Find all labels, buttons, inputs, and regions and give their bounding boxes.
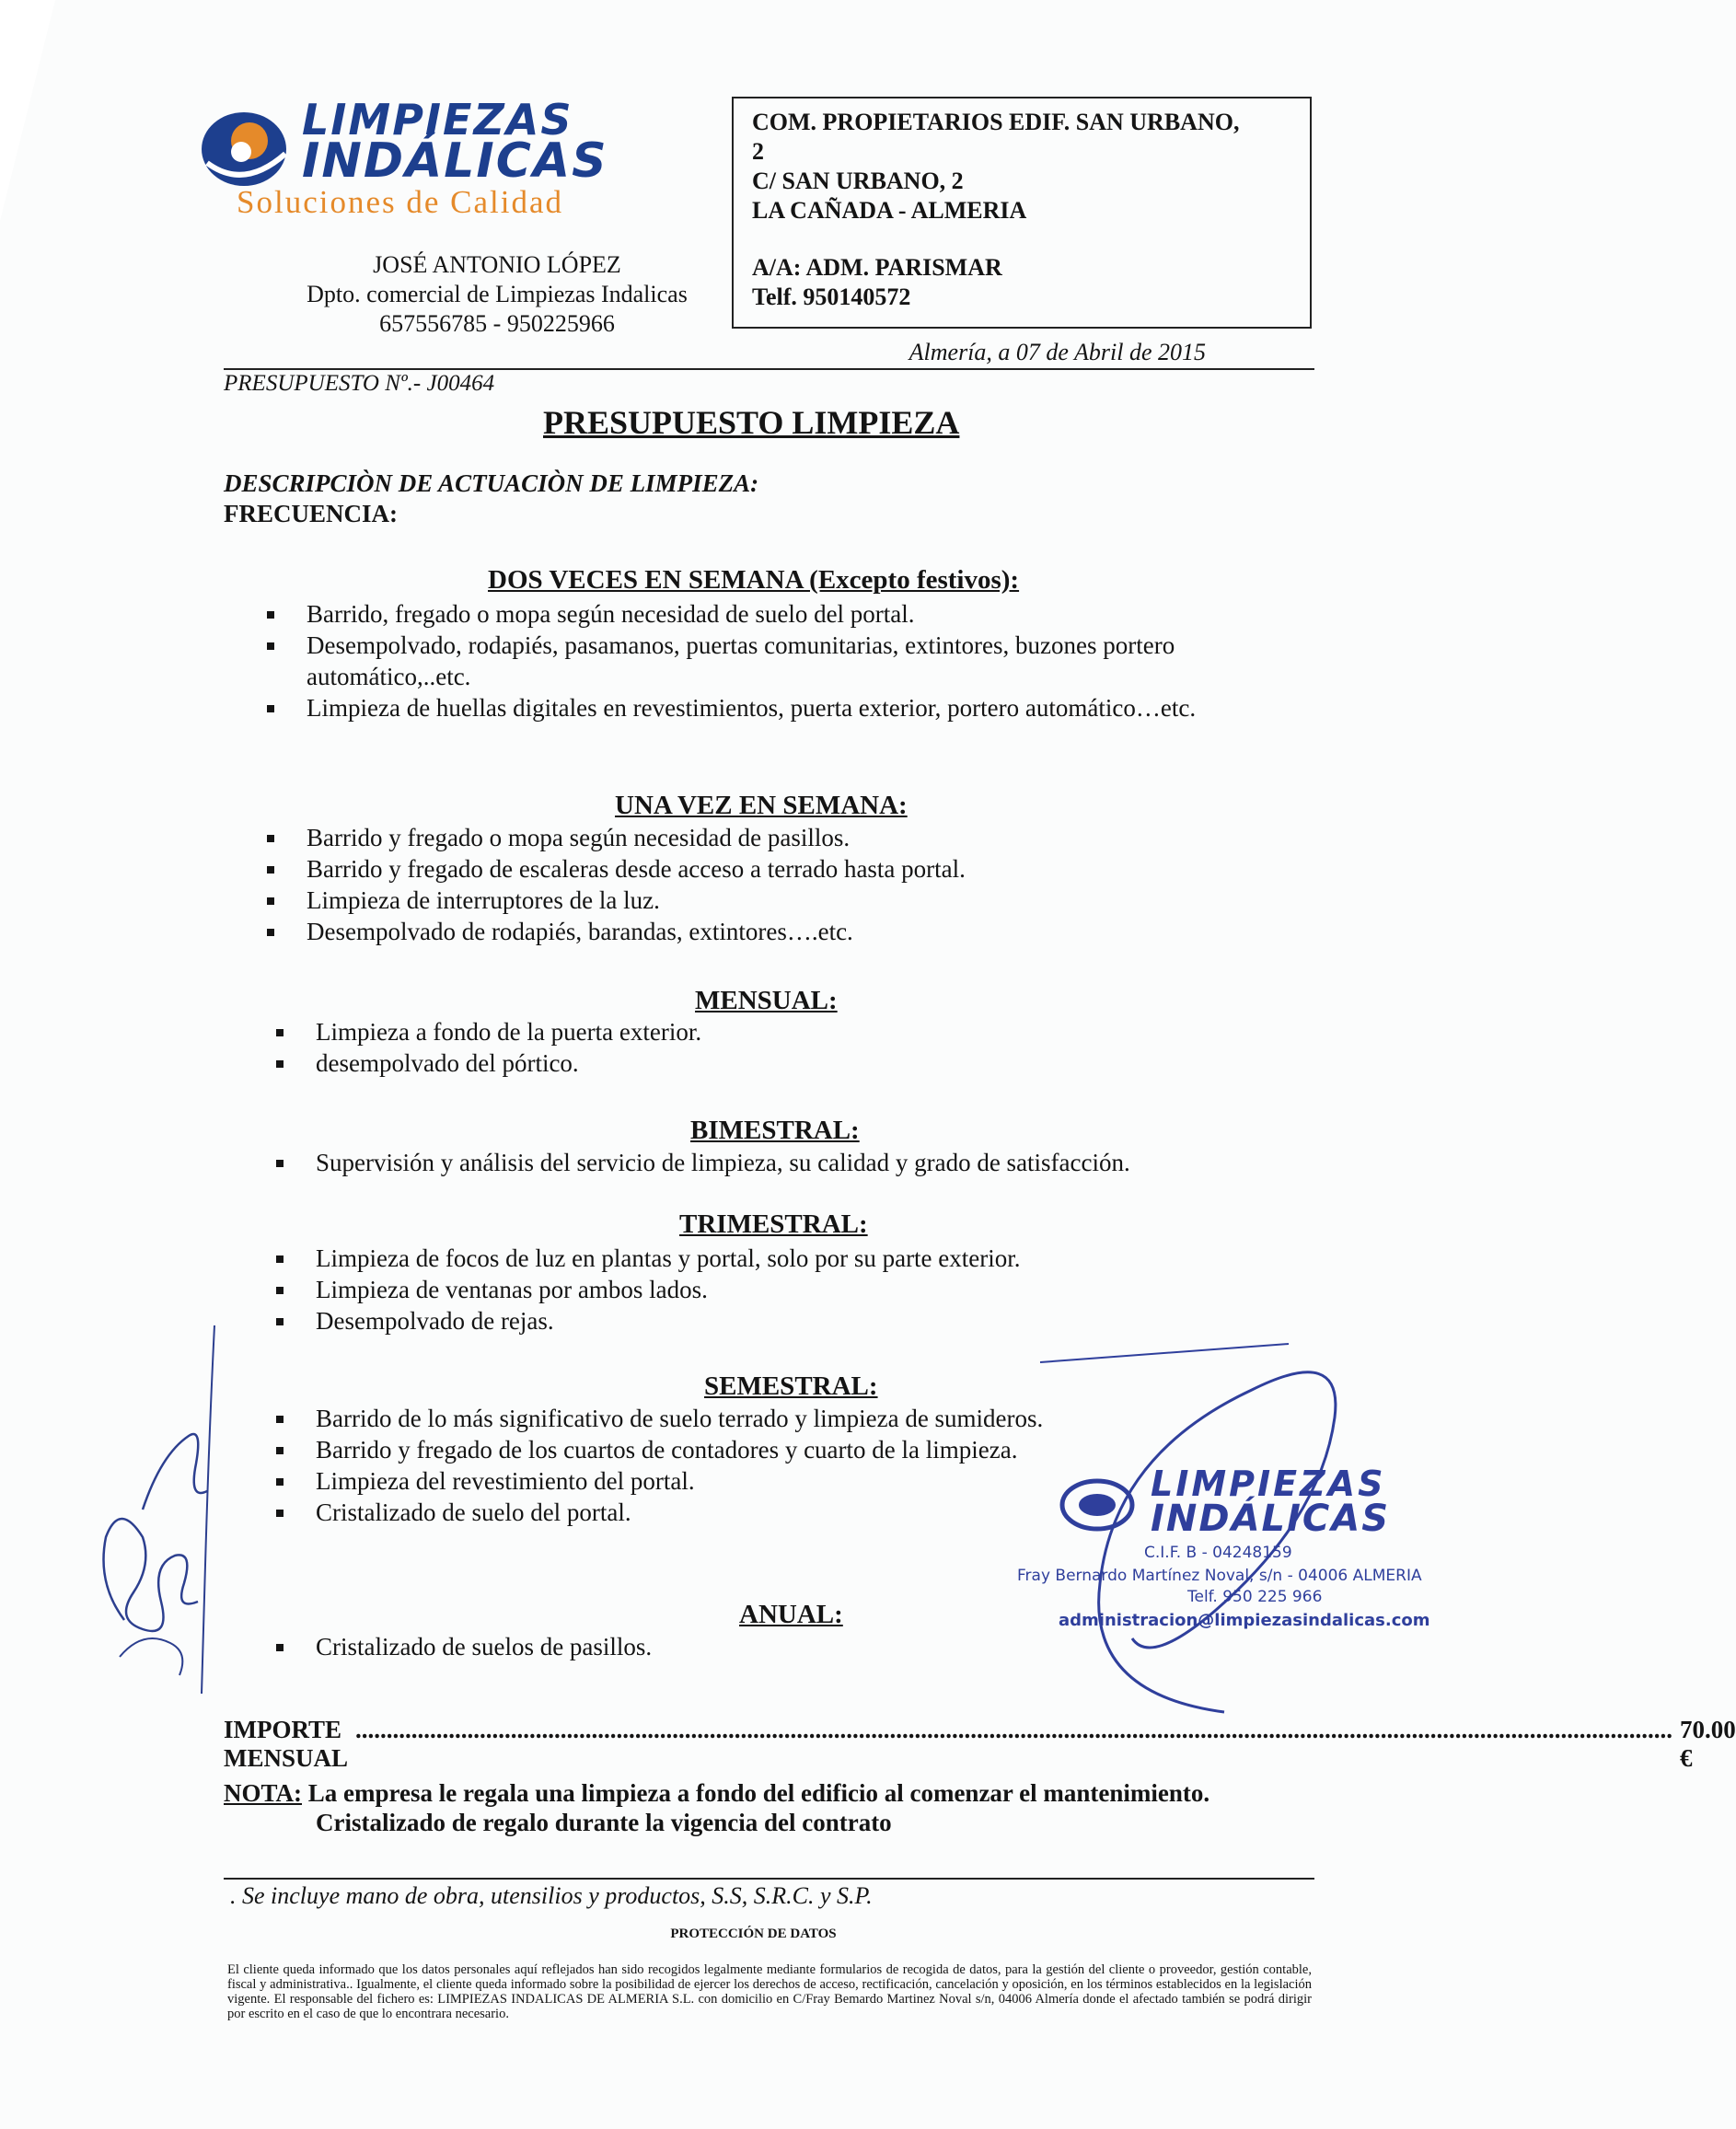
list-item: Limpieza de focos de luz en plantas y portal, solo por su parte exterior. (274, 1243, 1287, 1274)
stamp-logo-line2: INDÁLICAS (1151, 1498, 1391, 1540)
description-label: DESCRIPCIÒN DE ACTUACIÒN DE LIMPIEZA: (224, 469, 759, 497)
frequency-label: FRECUENCIA: (224, 500, 398, 527)
list-item: Limpieza de huellas digitales en revestimientos, puerta exterior, portero automático…etc. (265, 692, 1314, 723)
list-item: Cristalizado de suelos de pasillos. (274, 1631, 1195, 1662)
data-protection-title: PROTECCIÓN DE DATOS (670, 1927, 837, 1941)
dot-leader: .................................................................................................................................................................................................................... (355, 1716, 1673, 1743)
recipient-attention: A/A: ADM. PARISMAR (752, 254, 1002, 281)
document-date: Almería, a 07 de Abril de 2015 (909, 339, 1206, 365)
recipient-line: LA CAÑADA - ALMERIA (752, 197, 1027, 224)
section-heading-twice-weekly: DOS VECES EN SEMANA (Excepto festivos): (488, 565, 1020, 595)
sender-name: JOSÉ ANTONIO LÓPEZ (373, 251, 621, 278)
list-item: Limpieza del revestimiento del portal. (274, 1465, 1287, 1497)
company-stamp (1013, 1307, 1436, 1730)
section-heading-bimonthly: BIMESTRAL: (690, 1116, 860, 1145)
note-line-1: La empresa le regala una limpieza a fondo del edificio al comenzar el mantenimiento. (302, 1779, 1210, 1807)
stamp-address: Fray Bernardo Martínez Noval, s/n - 04006 ALMERIA (1017, 1567, 1422, 1585)
footer-divider (224, 1878, 1314, 1880)
monthly-amount-label: IMPORTE MENSUAL (224, 1716, 349, 1772)
includes-note: . Se incluye mano de obra, utensilios y productos, S.S, S.R.C. y S.P. (230, 1882, 873, 1909)
logo-text-limpiezas: LIMPIEZAS (302, 95, 573, 145)
recipient-line: 2 (752, 138, 764, 165)
list-item: Limpieza de ventanas por ambos lados. (274, 1274, 1287, 1305)
note-block (224, 1778, 1209, 1837)
list-bimonthly (274, 1147, 1305, 1178)
list-weekly (265, 822, 1314, 947)
stamp-cif: C.I.F. B - 04248159 (1144, 1544, 1292, 1562)
recipient-phone: Telf. 950140572 (752, 283, 911, 310)
header-divider (224, 368, 1314, 370)
section-heading-monthly: MENSUAL: (695, 986, 838, 1015)
section-heading-semiannual: SEMESTRAL: (704, 1371, 878, 1401)
list-item: Desempolvado, rodapiés, pasamanos, puertas comunitarias, extintores, buzones portero automático,..etc. (265, 630, 1314, 692)
logo-text-indalicas: INDÁLICAS (302, 133, 608, 189)
section-heading-weekly: UNA VEZ EN SEMANA: (615, 791, 908, 820)
list-monthly (274, 1016, 1287, 1079)
list-item: Cristalizado de suelo del portal. (274, 1497, 1287, 1528)
stamp-logo-line1: LIMPIEZAS (1151, 1464, 1386, 1504)
list-item: Barrido, fregado o mopa según necesidad de suelo del portal. (265, 598, 1314, 630)
sender-block (276, 250, 718, 339)
list-item: Barrido y fregado de escaleras desde acceso a terrado hasta portal. (265, 853, 1314, 885)
recipient-line: COM. PROPIETARIOS EDIF. SAN URBANO, (752, 109, 1240, 135)
list-item: desempolvado del pórtico. (274, 1047, 1287, 1079)
sender-department: Dpto. comercial de Limpiezas Indalicas (307, 281, 688, 307)
list-item: Desempolvado de rodapiés, barandas, extintores….etc. (265, 916, 1314, 947)
handwritten-signature (87, 1325, 226, 1694)
list-item: Barrido y fregado o mopa según necesidad de pasillos. (265, 822, 1314, 853)
list-item: Limpieza a fondo de la puerta exterior. (274, 1016, 1287, 1047)
data-protection-text: El cliente queda informado que los datos personales aquí reflejados han sido recogidos legalmente mediante formularios de recogida de datos, para la gestión del cliente o proveedor, gestión contable, fiscal y administrativa.. Igualmente, el cliente queda informado sobre la posibilidad de ejercer los derechos de acceso, rectificación, cancelación y oposición, en los términos establecidos en la legislación vigente. El responsable del fichero es: LIMPIEZAS INDALICAS DE ALMERIA S.L. con domicilio en C/Fray Bemardo Martinez Noval s/n, 04006 Almería donde el afectado también se podrá dirigir por escrito en el caso de que lo encontrara necesario. (227, 1962, 1312, 2021)
section-heading-annual: ANUAL: (739, 1600, 843, 1629)
list-item: Barrido de lo más significativo de suelo terrado y limpieza de sumideros. (274, 1403, 1287, 1434)
document-title: PRESUPUESTO LIMPIEZA (543, 404, 960, 441)
stamp-email: administracion@limpiezasindalicas.com (1059, 1611, 1430, 1630)
note-line-2: Cristalizado de regalo durante la vigencia del contrato (316, 1809, 892, 1836)
stamp-phone: Telf. 950 225 966 (1187, 1588, 1323, 1606)
recipient-box (732, 97, 1312, 329)
budget-number: PRESUPUESTO Nº.- J00464 (224, 371, 495, 396)
list-item: Limpieza de interruptores de la luz. (265, 885, 1314, 916)
list-item: Desempolvado de rejas. (274, 1305, 1287, 1336)
sender-phones: 657556785 - 950225966 (379, 310, 615, 337)
recipient-line: C/ SAN URBANO, 2 (752, 168, 964, 194)
scan-corner (0, 0, 55, 221)
monthly-amount-value: 70.00 € (1680, 1716, 1736, 1772)
list-twice-weekly (265, 598, 1314, 723)
note-label: NOTA: (224, 1779, 302, 1807)
list-item: Barrido y fregado de los cuartos de contadores y cuarto de la limpieza. (274, 1434, 1287, 1465)
list-item: Supervisión y análisis del servicio de limpieza, su calidad y grado de satisfacción. (274, 1147, 1305, 1178)
section-heading-quarterly: TRIMESTRAL: (679, 1209, 868, 1239)
company-logo (198, 87, 608, 226)
company-tagline: Soluciones de Calidad (237, 184, 564, 220)
